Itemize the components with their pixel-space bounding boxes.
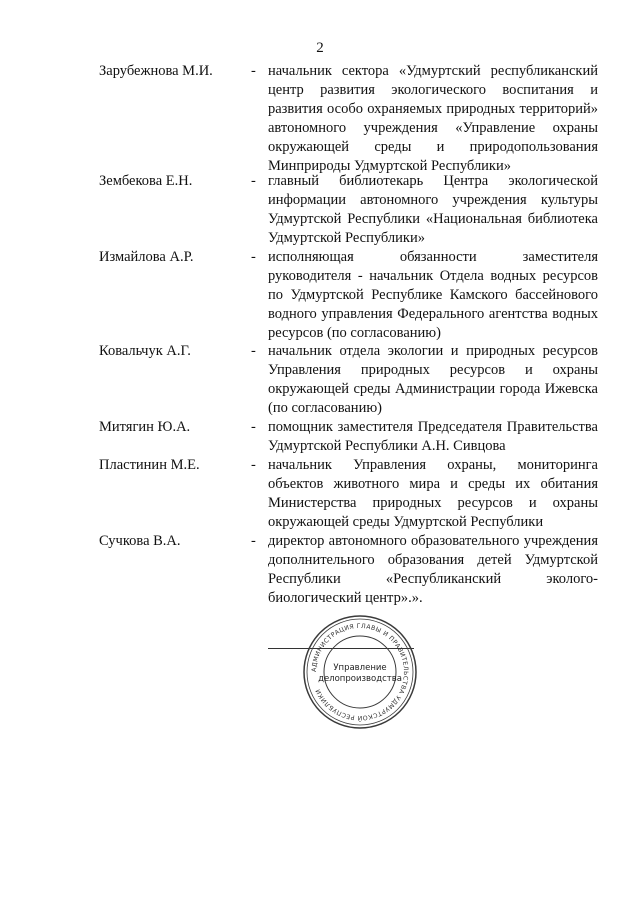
- person-name: Пластинин М.Е.: [99, 457, 200, 473]
- page-number: 2: [316, 40, 324, 56]
- official-seal-stamp: [302, 614, 418, 730]
- person-name: Измайлова А.Р.: [99, 249, 194, 265]
- position-description: помощник заместителя Председателя Правительства Удмуртской Республики А.Н. Сивцова: [268, 419, 598, 454]
- person-name: Митягин Ю.А.: [99, 419, 191, 435]
- svg-text:АДМИНИСТРАЦИЯ ГЛАВЫ И ПРАВИТЕЛ: АДМИНИСТРАЦИЯ ГЛАВЫ И ПРАВИТЕЛЬСТВА УДМУРТСКОЙ РЕСПУБЛИКИ: [310, 622, 410, 722]
- position-description: главный библиотекарь Центра экологической информации автономного учреждения культуры Удмуртской Республики «Национальная библиотека Удмуртской Республики»: [268, 173, 598, 246]
- dash: -: [251, 63, 256, 79]
- person-name: Зембекова Е.Н.: [99, 173, 193, 189]
- seal-line-1: Управление: [333, 663, 387, 673]
- dash: -: [251, 533, 256, 549]
- dash: -: [251, 173, 256, 189]
- dash: -: [251, 457, 256, 473]
- dash: -: [251, 249, 256, 265]
- person-name: Зарубежнова М.И.: [99, 63, 213, 79]
- position-description: начальник сектора «Удмуртский республиканский центр развития экологического воспитания и развития особо охраняемых природных территорий» автономного учреждения «Управление охраны окружающей среды и природопользования Минприроды Удмуртской Республики»: [268, 63, 598, 174]
- person-name: Ковальчук А.Г.: [99, 343, 191, 359]
- position-description: начальник отдела экологии и природных ресурсов Управления природных ресурсов и охраны окружающей среды Администрации города Ижевска (по согласованию): [268, 343, 598, 416]
- dash: -: [251, 419, 256, 435]
- position-description: начальник Управления охраны, мониторинга объектов животного мира и среды их обитания Министерства природных ресурсов и охраны окружающей среды Удмуртской Республики: [268, 457, 598, 530]
- seal-line-2: делопроизводства: [318, 674, 402, 684]
- position-description: директор автономного образовательного учреждения дополнительного образования детей Удмуртской Республики «Республиканский эколого-биологический центр».».: [268, 533, 598, 606]
- person-name: Сучкова В.А.: [99, 533, 181, 549]
- dash: -: [251, 343, 256, 359]
- position-description: исполняющая обязанности заместителя руководителя - начальник Отдела водных ресурсов по Удмуртской Республике Камского бассейнового водного управления Федерального агентства водных ресурсов (по согласованию): [268, 249, 598, 341]
